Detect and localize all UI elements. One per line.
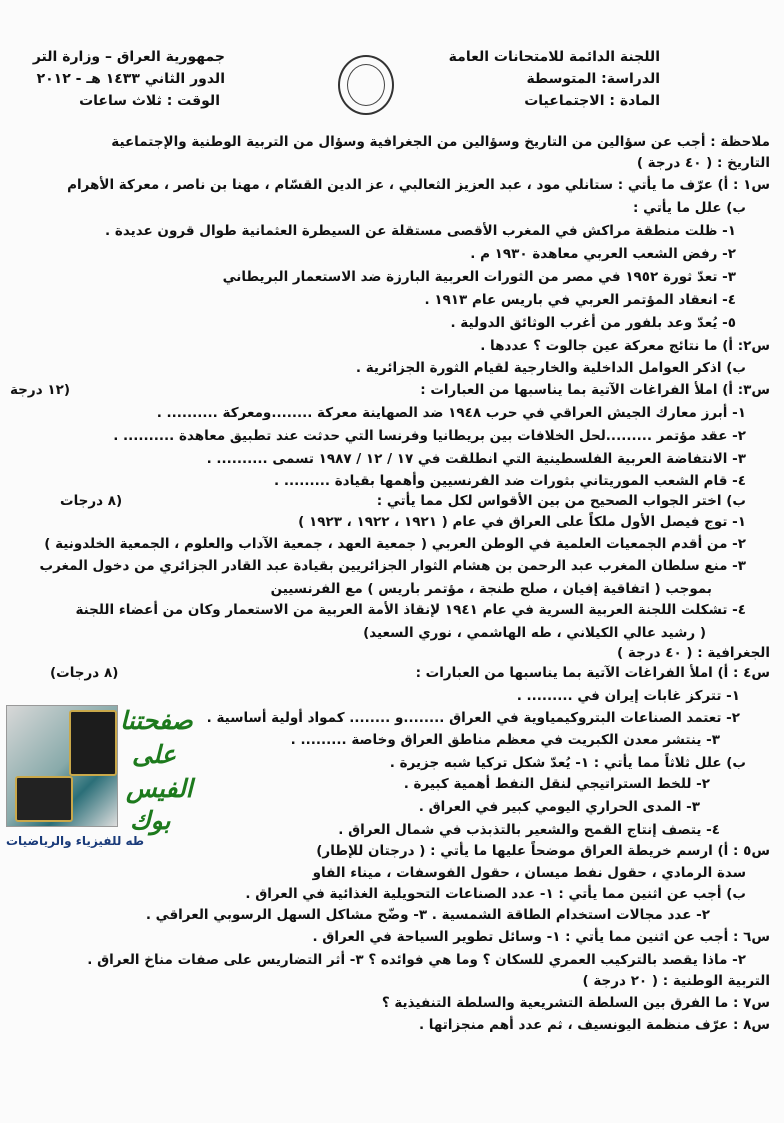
- q1-item: ٢- رفض الشعب العربي معاهدة ١٩٣٠ م .: [470, 246, 736, 262]
- question-3b: ب) اختر الجواب الصحيح من بين الأقواس لكل مما يأتي :: [376, 493, 746, 509]
- q3-item: ٣- الانتفاضة العربية الفلسطينية التي انطلقت في ١٧ / ١٢ / ١٩٨٧ تسمى .......... .: [206, 451, 746, 467]
- question-5b: ب) أجب عن اثنين مما يأتي : ١- عدد الصناعات التحويلية الغذائية في العراق .: [245, 886, 746, 902]
- q4b-item: ٣- المدى الحراري اليومي كبير في العراق .: [418, 799, 700, 815]
- marks-q3b: (٨ درجات: [60, 493, 123, 509]
- q5-map-items: سدة الرمادي ، حقول نفط ميسان ، حقول الفوسفات ، ميناء الفاو: [312, 865, 746, 881]
- section-geography: الجغرافية : ( ٤٠ درجة ): [617, 645, 770, 661]
- question-1b: ب) علل ما يأتي :: [632, 200, 746, 216]
- q1-item: ٤- انعقاد المؤتمر العربي في باريس عام ١٩١٣ .: [424, 292, 736, 308]
- q3b-item: ٣- منع سلطان المغرب عبد الرحمن بن هشام الثوار الجزائريين بقيادة عبد القادر الجزائري من دخول المغرب: [39, 558, 746, 574]
- question-3: س٣: أ) املأ الفراغات الآتية بما يناسبها من العبارات :: [420, 382, 770, 398]
- q1-item: ٣- تعدّ ثورة ١٩٥٢ في مصر من الثورات العربية البارزة ضد الاستعمار البريطاني: [222, 269, 736, 285]
- question-6: س٦ : أجب عن اثنين مما يأتي : ١- وسائل تطوير السياحة في العراق .: [312, 929, 770, 945]
- question-4: س٤ : أ) املأ الفراغات الآتية بما يناسبها من العبارات :: [415, 665, 770, 681]
- committee-name: اللجنة الدائمة للامتحانات العامة: [448, 49, 660, 65]
- q3b-item: ٤- تشكلت اللجنة العربية السرية في عام ١٩٤١ لإنقاذ الأمة العربية من الاستعمار وكان من أعضاء اللجنة: [75, 602, 746, 618]
- q3-item: ٤- قام الشعب الموريتاني بثورات ضد الفرنسيين وأهمها بقيادة ......... .: [274, 473, 746, 489]
- question-7: س٧ : ما الفرق بين السلطة التشريعية والسلطة التنفيذية ؟: [381, 995, 770, 1011]
- q1-item: ٥- يُعدّ وعد بلفور من أغرب الوثائق الدولية .: [450, 315, 736, 331]
- question-4b: ب) علل ثلاثاً مما يأتي : ١- يُعدّ شكل تركيا شبه جزيرة .: [389, 755, 746, 771]
- facebook-promo-word: بوك: [130, 806, 171, 835]
- q4-item: ٢- تعتمد الصناعات البتروكيمياوية في العراق ........و ........ كمواد أولية أساسية .: [206, 710, 740, 726]
- q3b-item: ٢- من أقدم الجمعيات العلمية في الوطن العربي ( جمعية العهد ، جمعية الآداب والعلوم ، الجمعية الخلدونية ): [44, 536, 746, 552]
- q3b-item-cont: بموجب ( اتفاقية إفيان ، صلح طنجة ، مؤتمر باريس ) مع الفرنسيين: [270, 581, 712, 597]
- marks-q4: (٨ درجات): [50, 665, 119, 681]
- q3b-item: ١- توج فيصل الأول ملكاً على العراق في عام ( ١٩٢١ ، ١٩٢٢ ، ١٩٢٣ ): [298, 514, 746, 530]
- q4b-item: ٢- للخط الستراتيجي لنقل النفط أهمية كبيرة .: [403, 776, 710, 792]
- question-8: س٨ : عرّف منظمة اليونسيف ، ثم عدد أهم منجزاتها .: [418, 1017, 770, 1033]
- question-2: س٢: أ) ما نتائج معركة عين جالوت ؟ عددها .: [480, 338, 770, 354]
- q3-item: ١- أبرز معارك الجيش العراقي في حرب ١٩٤٨ ضد الصهاينة معركة ........ومعركة .......... .: [156, 405, 746, 421]
- question-5: س٥ : أ) ارسم خريطة العراق موضحاً عليها ما يأتي : ( درجتان للإطار): [316, 843, 770, 859]
- ad-caption: طه للفيزياء والرياضيات: [6, 834, 145, 848]
- question-1: س١ : أ) عرّف ما يأتي : ستانلي مود ، عبد العزيز الثعالبي ، عز الدين القسّام ، مهنا بن ناصر ، معركة الأهرام: [67, 177, 770, 193]
- q1-item: ١- ظلت منطقة مراكش في المغرب الأقصى مستقلة عن السيطرة العثمانية طوال قرون عديدة .: [105, 223, 736, 239]
- ministry-seal-logo: [338, 55, 394, 115]
- section-history: التاريخ : ( ٤٠ درجة ): [636, 155, 770, 171]
- q3b-item-cont: ( رشيد عالي الكيلاني ، طه الهاشمي ، نوري السعيد): [363, 625, 706, 641]
- subject: المادة : الاجتماعيات: [524, 93, 660, 109]
- exam-round: الدور الثاني ١٤٣٣ هـ - ٢٠١٢: [36, 71, 225, 87]
- facebook-promo-word: على: [132, 740, 177, 769]
- q4-item: ١- تتركز غابات إيران في ......... .: [516, 688, 740, 704]
- q6-items: ٢- ماذا يقصد بالتركيب العمري للسكان ؟ وما هي فوائده ؟ ٣- أثر التضاريس على صفات مناخ العراق .: [87, 952, 746, 968]
- quran-books-image: [6, 705, 118, 827]
- marks-q3a: (١٢ درجة: [10, 382, 70, 398]
- facebook-promo-word: الفيس: [126, 774, 193, 803]
- q3-item: ٢- عقد مؤتمر .........لحل الخلافات بين بريطانيا وفرنسا التي حدثت عند تطبيق معاهدة .......... .: [113, 428, 746, 444]
- note: ملاحظة : أجب عن سؤالين من التاريخ وسؤالين من الجغرافية وسؤال من التربية الوطنية والإجتماعية: [111, 134, 770, 150]
- facebook-promo-word: صفحتنا: [120, 706, 193, 735]
- q4-item: ٣- ينتشر معدن الكبريت في معظم مناطق العراق وخاصة ......... .: [290, 732, 720, 748]
- q4b-item: ٤- يتصف إنتاج القمح والشعير بالتذبذب في شمال العراق .: [338, 822, 720, 838]
- republic-ministry: جمهورية العراق – وزارة التر: [32, 49, 225, 65]
- q5b-items: ٢- عدد مجالات استخدام الطاقة الشمسية . ٣- وضّح مشاكل السهل الرسوبي العراقي .: [145, 907, 710, 923]
- section-civics: التربية الوطنية : ( ٢٠ درجة ): [582, 973, 770, 989]
- question-2b: ب) اذكر العوامل الداخلية والخارجية لقيام الثورة الجزائرية .: [355, 360, 746, 376]
- study-level: الدراسة: المتوسطة: [526, 71, 660, 87]
- exam-time: الوقت : ثلاث ساعات: [79, 93, 220, 109]
